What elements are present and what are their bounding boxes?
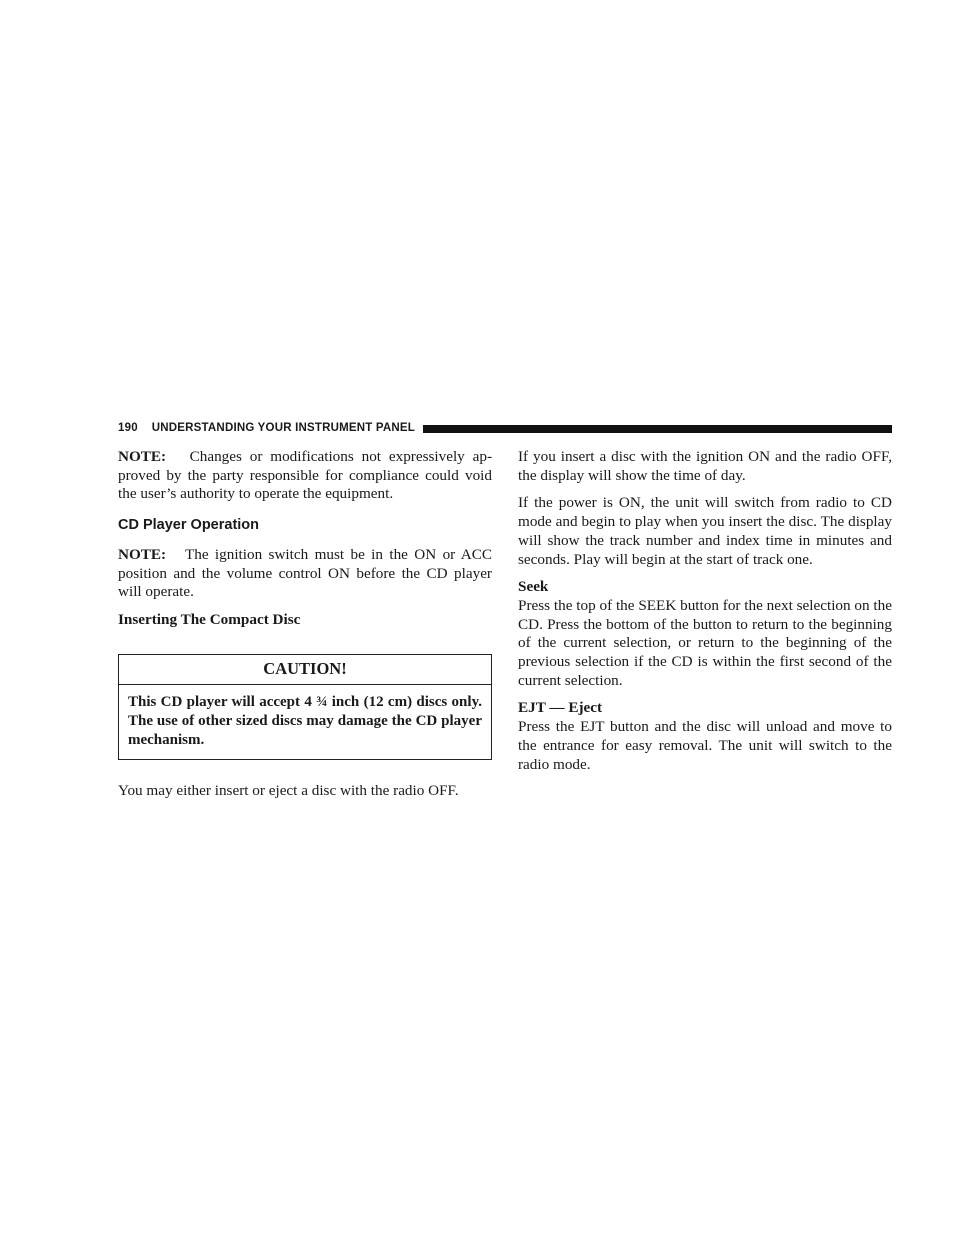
- note-ignition: [118, 546, 492, 602]
- para-radio-off: You may either insert or eject a disc with the radio OFF.: [118, 782, 459, 800]
- heading-inserting-compact-disc: Inserting The Compact Disc: [118, 610, 301, 628]
- caution-text: This CD player will accept 4 ¾ inch (12 cm) discs only. The use of other sized discs may damage the CD player mechanism.: [128, 694, 482, 748]
- page-header: [118, 420, 892, 436]
- para-power-on: If the power is ON, the unit will switch from radio to CD mode and begin to play when you insert the disc. The display will show the track number and index time in minutes and seconds. Play will begin at the start of track one.: [518, 494, 892, 568]
- para-ignition-on: If you insert a disc with the ignition ON and the radio OFF, the display will show the time of day.: [518, 448, 892, 484]
- section-title: UNDERSTANDING YOUR INSTRUMENT PANEL: [151, 422, 415, 434]
- caution-title: CAUTION!: [119, 655, 491, 686]
- caution-box: [118, 654, 492, 761]
- note-text: Changes or modifications not expressively ap-proved by the party responsible for compliance could void the user’s authority to operate the equipment.: [118, 448, 493, 503]
- eject-text: Press the EJT button and the disc will unload and move to the entrance for easy removal. The unit will switch to the radio mode.: [518, 718, 892, 773]
- seek-text: Press the top of the SEEK button for the next selection on the CD. Press the bottom of the button to return to the beginning of the current selection, or return to the beginning of the previous selection if the CD is within the first second of the current selection.: [518, 596, 892, 689]
- seek-section: [518, 578, 892, 690]
- note-text: The ignition switch must be in the ON or ACC position and the volume control ON before the CD player will operate.: [118, 545, 493, 601]
- heading-eject: EJT — Eject: [518, 699, 603, 717]
- note-compliance: [118, 448, 492, 504]
- note-label: NOTE:: [118, 545, 167, 563]
- page-number: 190: [118, 422, 138, 434]
- heading-cd-player-operation: CD Player Operation: [118, 517, 260, 534]
- left-column: [118, 448, 492, 810]
- note-label: NOTE:: [118, 448, 167, 465]
- right-column: [518, 448, 892, 783]
- header-rule: [423, 425, 892, 433]
- eject-section: [518, 699, 892, 774]
- heading-seek: Seek: [518, 578, 549, 596]
